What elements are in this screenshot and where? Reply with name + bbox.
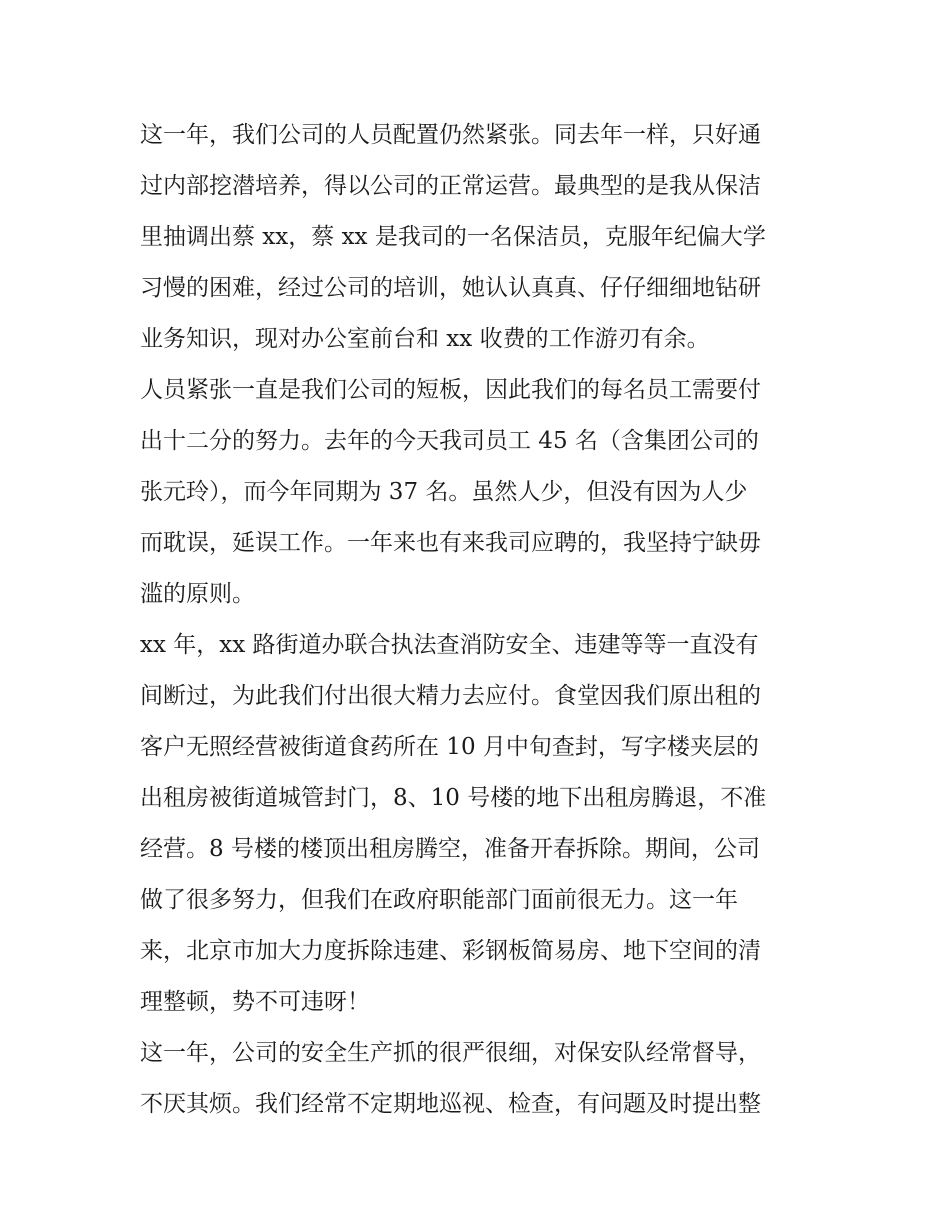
text-line: 而耽误，延误工作。一年来也有来我司应聘的，我坚持宁缺毋 bbox=[140, 530, 761, 556]
text-line: 滥的原则。 bbox=[140, 581, 255, 607]
text-line: 间断过，为此我们付出很大精力去应付。食堂因我们原出租的 bbox=[140, 683, 761, 709]
text-line: 人员紧张一直是我们公司的短板，因此我们的每名员工需要付 bbox=[140, 377, 761, 403]
text-line: 出十二分的努力。去年的今天我司员工 45 名（含集团公司的 bbox=[140, 428, 759, 454]
body-text bbox=[140, 110, 820, 1130]
text-line: 经营。8 号楼的楼顶出租房腾空，准备开春拆除。期间，公司 bbox=[140, 836, 760, 862]
text-line: 张元玲），而今年同期为 37 名。虽然人少，但没有因为人少 bbox=[140, 479, 748, 505]
text-line: 客户无照经营被街道食药所在 10 月中旬查封，写字楼夹层的 bbox=[140, 734, 759, 760]
text-line: 理整顿，势不可违呀！ bbox=[140, 989, 370, 1015]
text-line: 出租房被街道城管封门，8、10 号楼的地下出租房腾退，不准 bbox=[140, 785, 767, 811]
text-line: 做了很多努力，但我们在政府职能部门面前很无力。这一年 bbox=[140, 887, 738, 913]
text-line: 业务知识，现对办公室前台和 xx 收费的工作游刃有余。 bbox=[140, 326, 710, 352]
text-line: 过内部挖潜培养，得以公司的正常运营。最典型的是我从保洁 bbox=[140, 173, 761, 199]
text-line: 里抽调出蔡 xx，蔡 xx 是我司的一名保洁员，克服年纪偏大学 bbox=[140, 224, 766, 250]
text-line: 这一年，公司的安全生产抓的很严很细，对保安队经常督导， bbox=[140, 1040, 761, 1066]
text-line: 习慢的困难，经过公司的培训，她认认真真、仔仔细细地钻研 bbox=[140, 275, 761, 301]
text-line: 这一年，我们公司的人员配置仍然紧张。同去年一样，只好通 bbox=[140, 122, 761, 148]
text-line: 来，北京市加大力度拆除违建、彩钢板简易房、地下空间的清 bbox=[140, 938, 761, 964]
text-line: xx 年，xx 路街道办联合执法查消防安全、违建等等一直没有 bbox=[140, 632, 759, 658]
text-line: 不厌其烦。我们经常不定期地巡视、检查，有问题及时提出整 bbox=[140, 1091, 761, 1117]
